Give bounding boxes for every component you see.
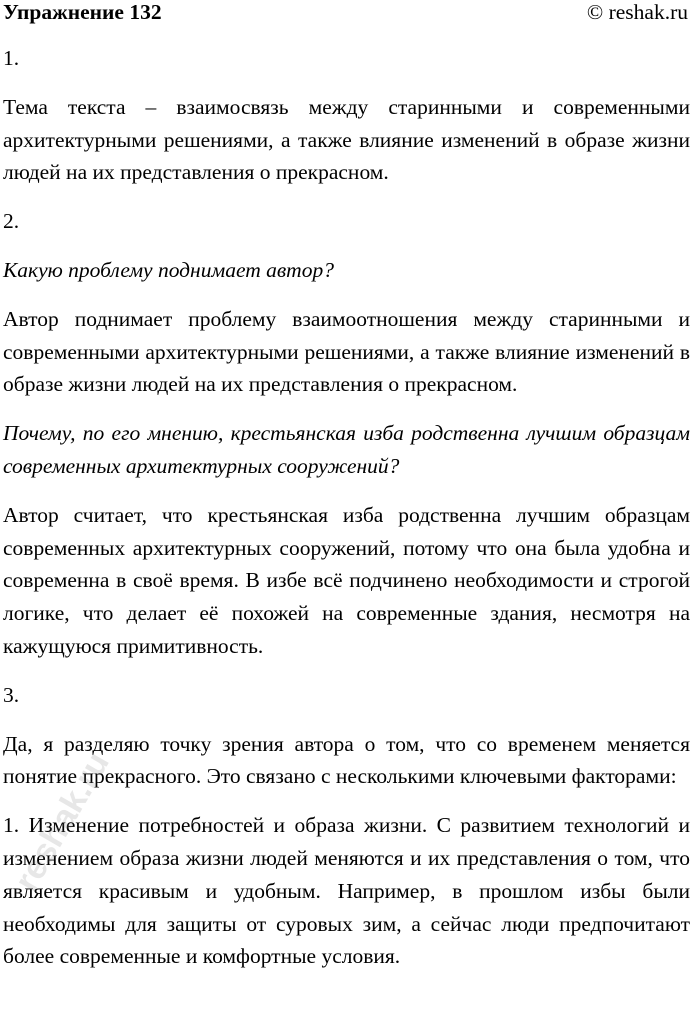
watermark: reshak.ru xyxy=(7,745,117,898)
answer-paragraph: 1. Изменение потребностей и образа жизни. С развитием технологий и изменением образа жизни людей меняются и их представления о том, что является красивым и удобным. Например, в прошлом избы были необходимы для защиты от суровых зим, а сейчас люди предпочитают более современные и комфортные условия. xyxy=(3,813,690,969)
exercise-title: Упражнение 132 xyxy=(3,0,162,24)
question-text: Почему, по его мнению, крестьянская изба родственна лучшим образцам современных архитектурных сооружений? xyxy=(3,421,690,478)
answer-paragraph: Да, я разделяю точку зрения автора о том, что со временем меняется понятие прекрасного. Это связано с несколькими ключевыми факторами: xyxy=(3,731,690,789)
copyright-text: © reshak.ru xyxy=(586,0,688,24)
page-header xyxy=(0,0,692,30)
answer-paragraph: Автор считает, что крестьянская изба родственна лучшим образцам современных архитектурных сооружений, потому что она была удобна и современна в своё время. В избе всё подчинено необходимости и строгой логике, что делает её похожей на современные здания, несмотря на кажущуюся примитивность. xyxy=(3,502,690,658)
document-body xyxy=(0,42,692,973)
section-number: 3. xyxy=(3,682,20,707)
answer-paragraph: Тема текста – взаимосвязь между старинными и современными архитектурными решениями, а также влияние изменений в образе жизни людей на их представления о прекрасном. xyxy=(3,94,690,185)
section-number: 1. xyxy=(3,46,20,70)
section-number: 2. xyxy=(3,209,20,234)
answer-paragraph: Автор поднимает проблему взаимоотношения между старинными и современными архитектурными решениями, а также влияние изменений в образе жизни людей на их представления о прекрасном. xyxy=(3,306,690,397)
question-text: Какую проблему поднимает автор? xyxy=(3,257,334,282)
